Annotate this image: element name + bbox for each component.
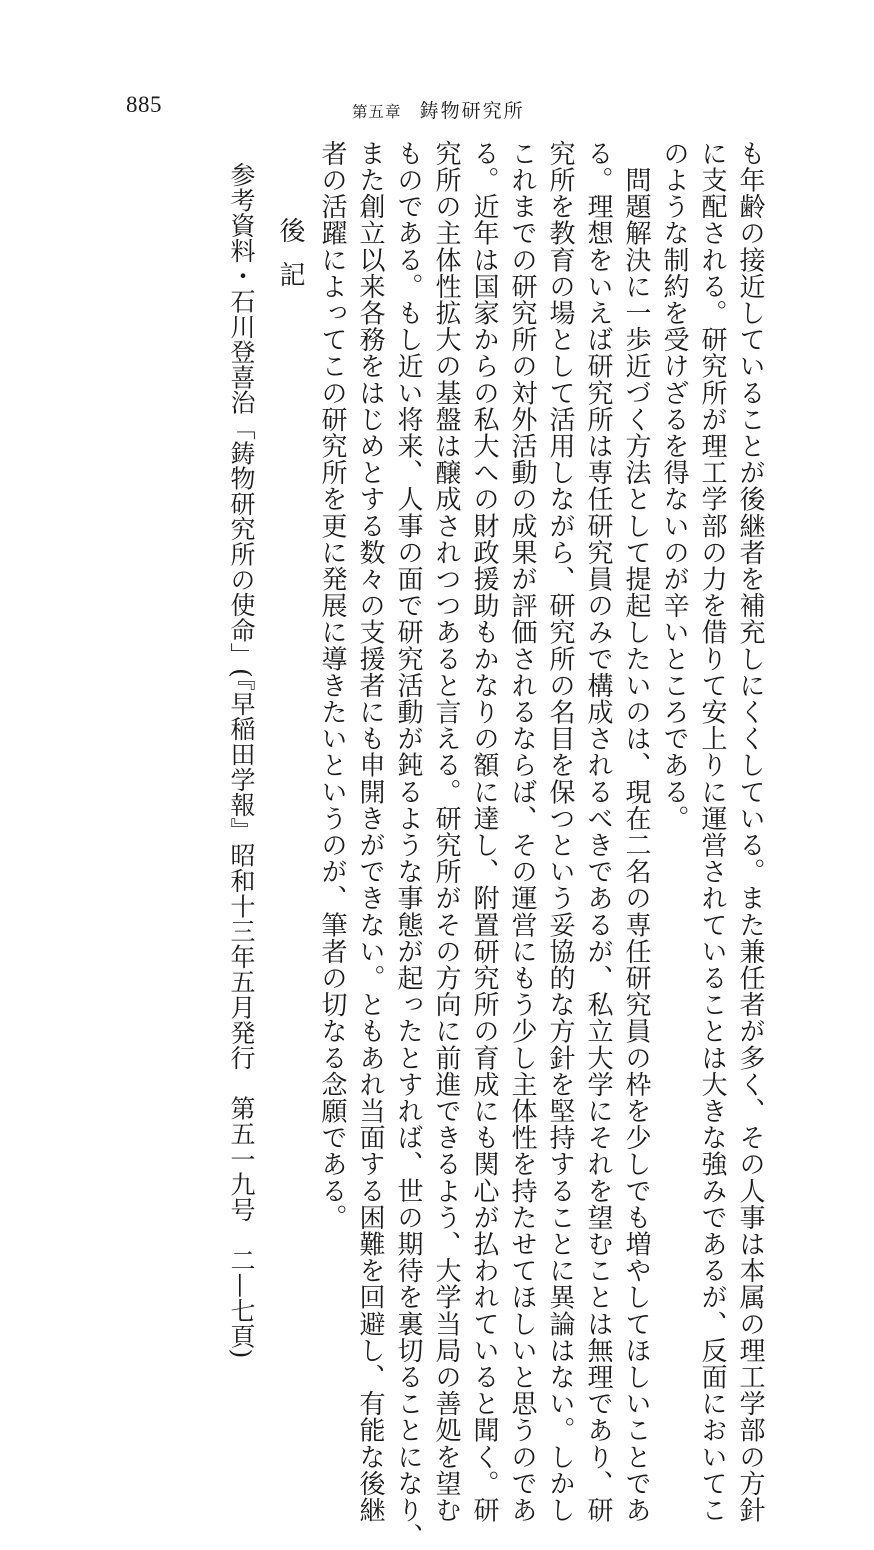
body-line: 問題解決に一歩近づく方法として提起したいのは、現在二名の専任研究員の枠を少しでも増やしてほしいことであ [621, 140, 651, 1524]
afterword-heading: 後記 [275, 217, 305, 305]
running-head-chapter: 第五章 [352, 103, 402, 121]
body-line: ものである。もし近い将来、人事の面で研究活動が鈍るような事態が起ったとすれば、世の期待を裏切ることになり、 [393, 140, 423, 1550]
body-line: また創立以来各務をはじめとする数々の支援者にも申開きができない。ともあれ当面する困難を回避し、有能な後継 [355, 140, 385, 1524]
running-head [352, 96, 525, 123]
body-line: る。理想をいえば研究所は専任研究員のみで構成されるべきであるが、私立大学にそれを望むことは無理であり、研 [583, 140, 613, 1524]
body-line: る。近年は国家からの私大への財政援助もかなりの額に達し、附置研究所の育成にも関心が払われていると聞く。研 [469, 140, 499, 1524]
reference-line: 参考資料・石川登喜治「鋳物研究所の使命」(『早稲田学報』昭和十三年五月発行 第五一九号 二—七頁) [227, 162, 256, 1359]
body-line: 究所を教育の場として活用しながら、研究所の名目を保つという妥協的な方針を堅持することに異論はない。しかし [545, 140, 575, 1524]
body-line: 究所の主体性拡大の基盤は醸成されつつあると言える。研究所がその方向に前進できるよう、大学当局の善処を望む [431, 140, 461, 1524]
running-head-title: 鋳物研究所 [419, 100, 525, 122]
body-line: 者の活躍によってこの研究所を更に発展に導きたいというのが、筆者の切なる念願である。 [317, 140, 347, 1231]
body-line: も年齢の接近していることが後継者を補充しにくくしている。また兼任者が多く、その人事は本属の理工学部の方針 [735, 140, 765, 1524]
body-line: これまでの研究所の対外活動の成果が評価されるならば、その運営にもう少し主体性を持たせてほしいと思うのであ [507, 140, 537, 1524]
body-line: のような制約を受けざるを得ないのが辛いところである。 [659, 140, 689, 832]
body-line: に支配される。研究所が理工学部の力を借りて安上りに運営されていることは大きな強みであるが、反面においてこ [697, 140, 727, 1524]
page-number: 885 [126, 92, 162, 117]
